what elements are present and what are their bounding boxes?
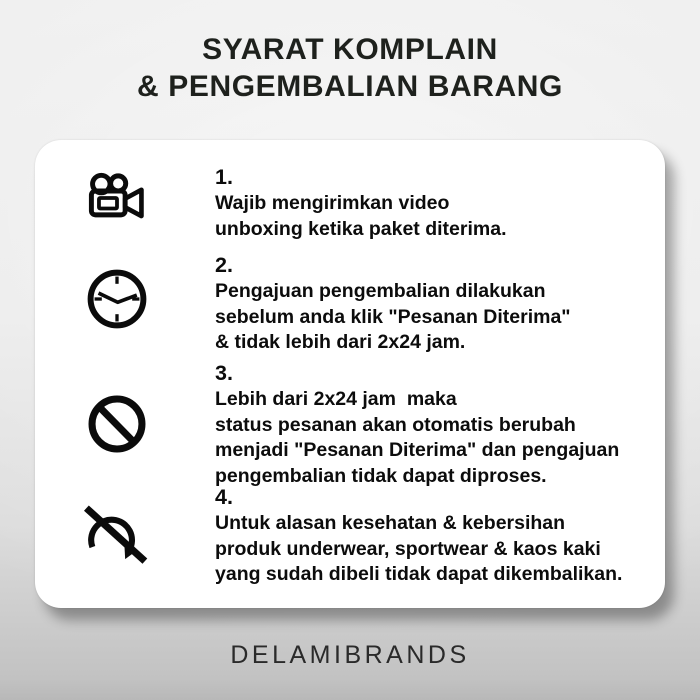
item-number: 3.	[215, 361, 233, 385]
brand-logo: DELAMIBRANDS	[230, 641, 470, 669]
item-number: 2.	[215, 253, 233, 277]
policy-item-text	[215, 252, 651, 356]
item-text-line: menjadi "Pesanan Diterima" dan pengajuan	[215, 439, 620, 461]
item-text-line: produk underwear, sportwear & kaos kaki	[215, 537, 601, 560]
item-text-line: unboxing ketika paket diterima.	[215, 217, 507, 240]
item-text-line: pengembalian tidak dapat diproses.	[215, 464, 547, 487]
item-text-line: Pengajuan pengembalian dilakukan	[215, 280, 546, 302]
policy-item-text	[215, 360, 651, 489]
page-title	[0, 31, 700, 105]
item-number: 1.	[215, 165, 233, 189]
item-text-line: sebelum anda klik "Pesanan Diterima"	[215, 305, 571, 328]
item-text-line: Lebih dari 2x24 jam maka	[215, 388, 457, 410]
policy-item-2	[35, 252, 651, 356]
policy-item-4	[35, 484, 651, 588]
item-text-line: status pesanan akan otomatis berubah	[215, 413, 576, 436]
item-number: 4.	[215, 485, 233, 509]
title-line-2: & PENGEMBALIAN BARANG	[137, 70, 563, 103]
item-text-line: & tidak lebih dari 2x24 jam.	[215, 331, 466, 353]
item-text-line: yang sudah dibeli tidak dapat dikembalikan.	[215, 563, 623, 585]
policy-item-text	[215, 484, 651, 588]
no-return-icon	[83, 502, 151, 570]
policy-item-text	[215, 164, 651, 242]
policy-card	[35, 140, 665, 608]
item-text-line: Wajib mengirimkan video	[215, 192, 450, 214]
video-camera-icon	[83, 164, 151, 232]
policy-item-1	[35, 164, 651, 242]
clock-icon	[83, 265, 151, 333]
item-text-line: Untuk alasan kesehatan & kebersihan	[215, 512, 566, 534]
prohibited-icon	[83, 390, 151, 458]
title-line-1: SYARAT KOMPLAIN	[202, 33, 498, 66]
policy-item-3	[35, 360, 651, 489]
